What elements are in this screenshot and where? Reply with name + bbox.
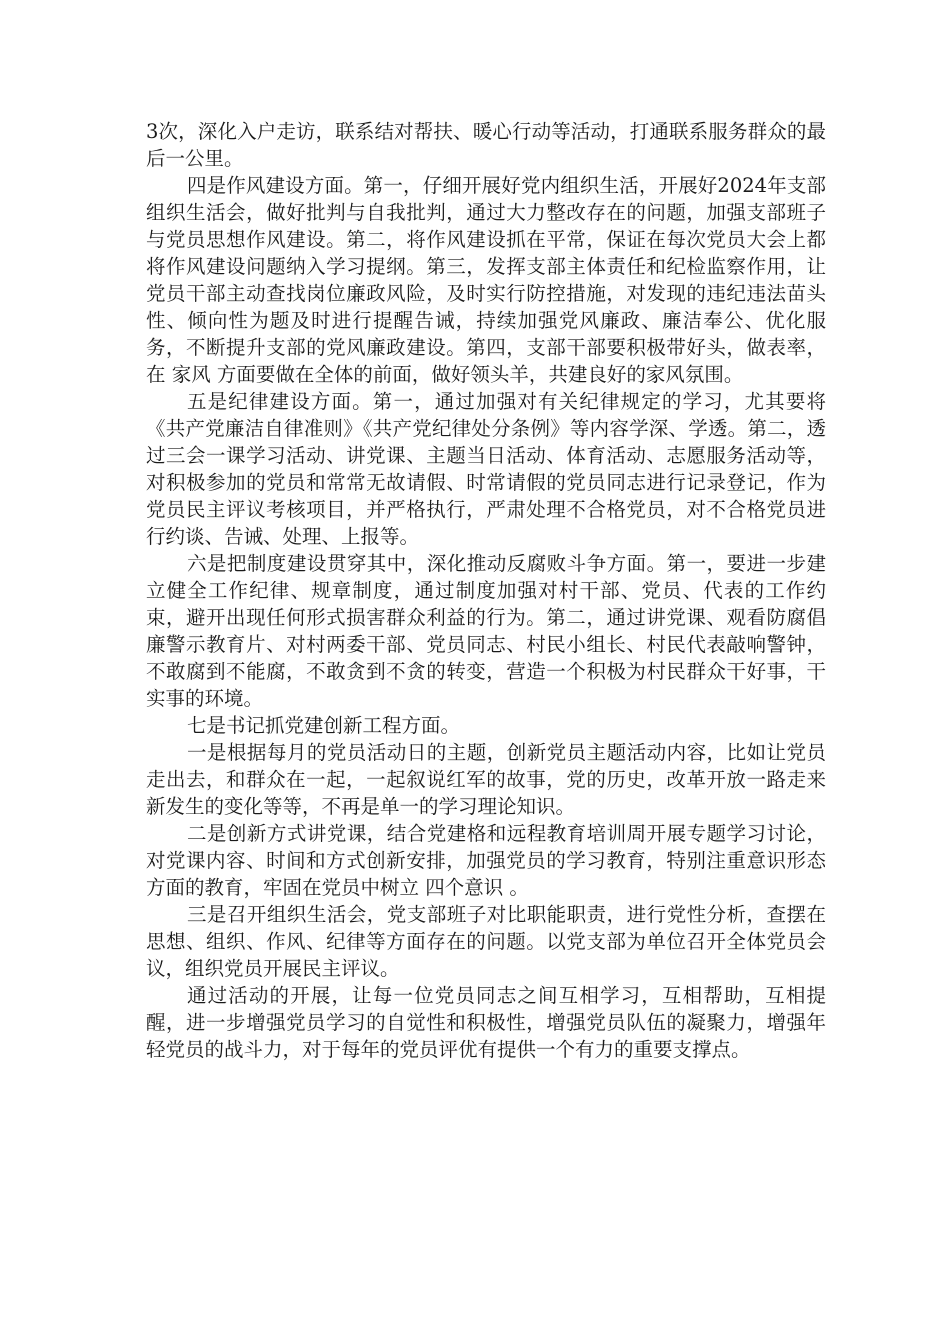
paragraph-continuation: 3次，深化入户走访，联系结对帮扶、暖心行动等活动，打通联系服务群众的最后一公里。 (146, 120, 826, 170)
paragraph-innovation-item-2: 二是创新方式讲党课，结合党建格和远程教育培训周开展专题学习讨论，对党课内容、时间和方式创新安排，加强党员的学习教育，特别注重意识形态方面的教育，牢固在党员中树立 四个意识 。 (146, 822, 826, 899)
paragraph-innovation-heading: 七是书记抓党建创新工程方面。 (186, 714, 460, 737)
paragraph-innovation-item-1: 一是根据每月的党员活动日的主题，创新党员主题活动内容，比如让党员走出去，和群众在一起，一起叙说红军的故事，党的历史，改革开放一路走来新发生的变化等等，不再是单一的学习理论知识。 (146, 741, 826, 818)
paragraph-innovation-item-3: 三是召开组织生活会，党支部班子对比职能职责，进行党性分析，查摆在思想、组织、作风、纪律等方面存在的问题。以党支部为单位召开全体党员会议，组织党员开展民主评议。 (146, 903, 826, 980)
paragraph-style-building: 四是作风建设方面。第一，仔细开展好党内组织生活，开展好2024年支部组织生活会，做好批判与自我批判，通过大力整改存在的问题，加强支部班子与党员思想作风建设。第二，将作风建设抓在平常，保证在每次党员大会上都将作风建设问题纳入学习提纲。第三，发挥支部主体责任和纪检监察作用，让党员干部主动查找岗位廉政风险，及时实行防控措施，对发现的违纪违法苗头性、倾向性为题及时进行提醒告诫，持续加强党风廉政、廉洁奉公、优化服务，不断提升支部的党风廉政建设。第四，支部干部要积极带好头，做表率，在 家风 方面要做在全体的前面，做好领头羊，共建良好的家风氛围。 (146, 174, 826, 386)
paragraph-anti-corruption: 六是把制度建设贯穿其中，深化推动反腐败斗争方面。第一，要进一步建立健全工作纪律、规章制度，通过制度加强对村干部、党员、代表的工作约束，避开出现任何形式损害群众利益的行为。第二，通过讲党课、观看防腐倡廉警示教育片、对村两委干部、党员同志、村民小组长、村民代表敲响警钟，不敢腐到不能腐，不敢贪到不贪的转变，营造一个积极为村民群众干好事，干实事的环境。 (146, 552, 826, 710)
paragraph-conclusion: 通过活动的开展，让每一位党员同志之间互相学习，互相帮助，互相提醒，进一步增强党员学习的自觉性和积极性，增强党员队伍的凝聚力，增强年轻党员的战斗力，对于每年的党员评优有提供一个有力的重要支撑点。 (146, 984, 826, 1061)
paragraph-discipline-building: 五是纪律建设方面。第一，通过加强对有关纪律规定的学习，尤其要将《共产党廉洁自律准则》《共产党纪律处分条例》等内容学深、学透。第二，透过三会一课学习活动、讲党课、主题当日活动、体育活动、志愿服务活动等，对积极参加的党员和常常无故请假、时常请假的党员同志进行记录登记，作为党员民主评议考核项目，并严格执行，严肃处理不合格党员，对不合格党员进行约谈、告诫、处理、上报等。 (146, 390, 826, 548)
document-body (146, 118, 826, 1063)
